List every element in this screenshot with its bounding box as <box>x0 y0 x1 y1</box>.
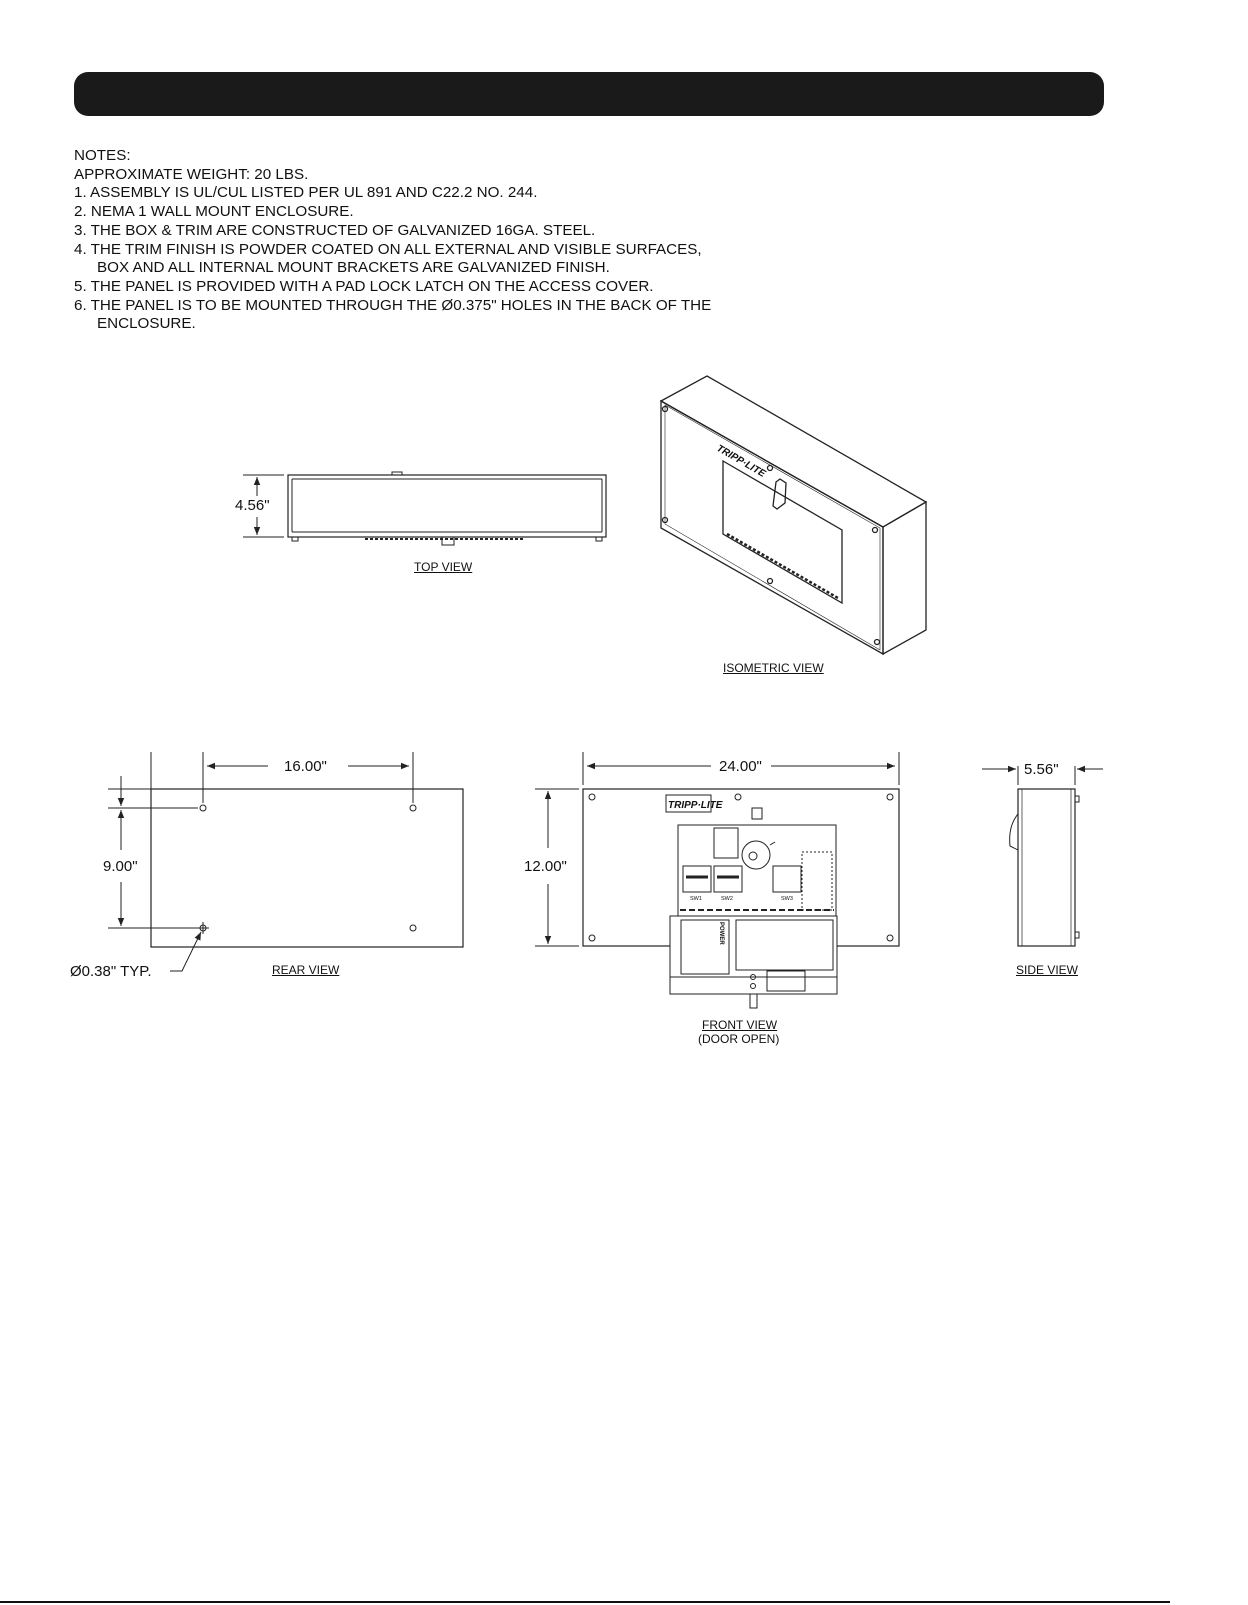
front-view-drawing <box>535 752 899 1008</box>
note-1: 1. ASSEMBLY IS UL/CUL LISTED PER UL 891 AND C22.2 NO. 244. <box>74 184 538 202</box>
switch-label-1: SW1 <box>690 896 702 902</box>
isometric-view-drawing <box>661 376 926 654</box>
isometric-logo: TRIPP·LITE <box>714 443 768 480</box>
front-logo: TRIPP·LITE <box>668 800 723 811</box>
top-view-label: TOP VIEW <box>414 560 473 574</box>
rear-height-dim: 9.00" <box>100 858 141 875</box>
side-view-label: SIDE VIEW <box>1016 963 1079 977</box>
power-label: POWER <box>718 922 724 945</box>
rear-width-dim: 16.00" <box>281 758 330 775</box>
notes-weight: APPROXIMATE WEIGHT: 20 LBS. <box>74 165 309 183</box>
note-4: 4. THE TRIM FINISH IS POWDER COATED ON ALL EXTERNAL AND VISIBLE SURFACES, <box>74 240 702 258</box>
note-4-cont: BOX AND ALL INTERNAL MOUNT BRACKETS ARE GALVANIZED FINISH. <box>97 259 610 277</box>
side-view-drawing <box>982 766 1103 946</box>
front-view-sublabel: (DOOR OPEN) <box>698 1032 780 1046</box>
note-5: 5. THE PANEL IS PROVIDED WITH A PAD LOCK LATCH ON THE ACCESS COVER. <box>74 277 654 295</box>
note-2: 2. NEMA 1 WALL MOUNT ENCLOSURE. <box>74 203 354 221</box>
footer-rule <box>0 1601 1170 1603</box>
rear-view-drawing <box>108 752 463 971</box>
side-depth-dim: 5.56" <box>1021 761 1062 778</box>
top-view-drawing <box>243 472 606 545</box>
switch-label-2: SW2 <box>721 896 733 902</box>
top-height-dim: 4.56" <box>232 497 273 514</box>
rear-view-label: REAR VIEW <box>272 963 340 977</box>
front-width-dim: 24.00" <box>716 758 765 775</box>
notes-heading: NOTES: <box>74 147 131 164</box>
isometric-view-label: ISOMETRIC VIEW <box>723 661 824 675</box>
front-view-label: FRONT VIEW <box>702 1018 778 1032</box>
front-height-dim: 12.00" <box>521 858 570 875</box>
switch-label-3: SW3 <box>781 896 793 902</box>
note-6: 6. THE PANEL IS TO BE MOUNTED THROUGH THE Ø0.375" HOLES IN THE BACK OF THE <box>74 296 712 314</box>
note-3: 3. THE BOX & TRIM ARE CONSTRUCTED OF GALVANIZED 16GA. STEEL. <box>74 221 596 239</box>
hole-dim: Ø0.38" TYP. <box>70 963 152 980</box>
note-6-cont: ENCLOSURE. <box>97 315 196 333</box>
